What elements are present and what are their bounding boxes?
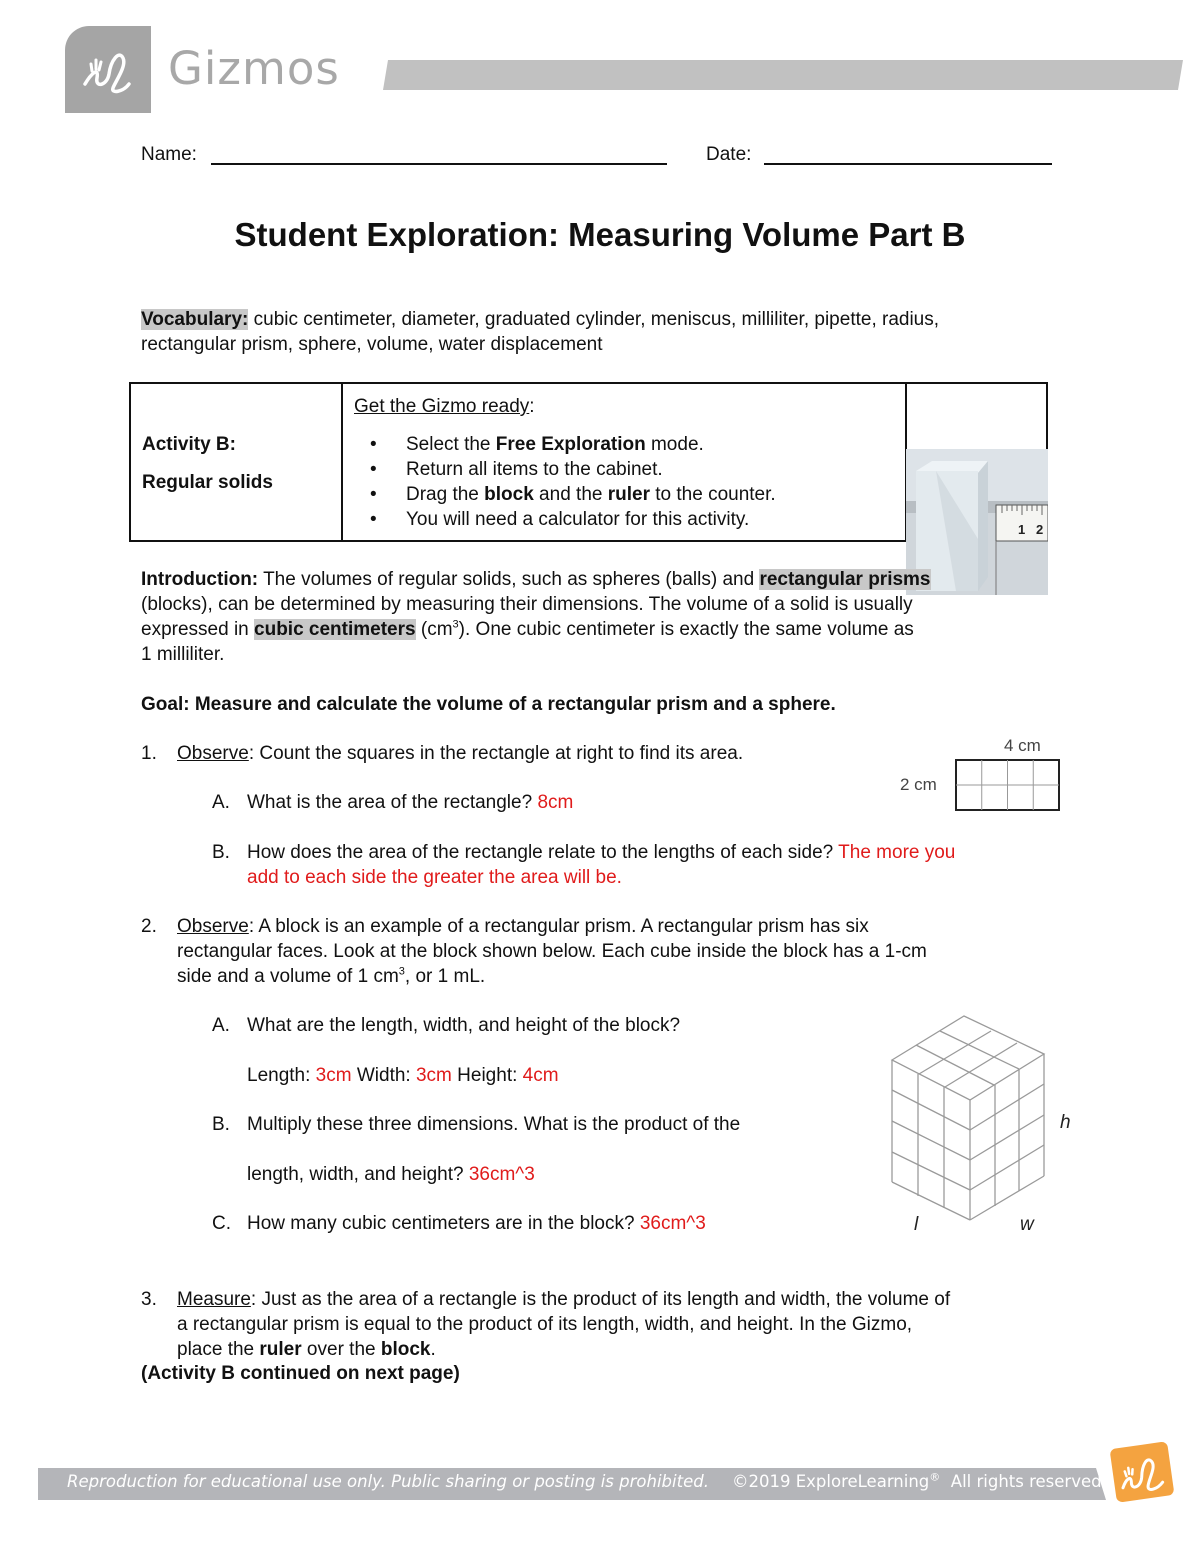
name-field[interactable] xyxy=(211,163,667,165)
cube-block-figure xyxy=(878,1010,1083,1235)
name-label: Name: xyxy=(141,144,197,165)
answer-2b[interactable]: 36cm^3 xyxy=(468,1164,535,1185)
answer-height[interactable]: 4cm xyxy=(522,1065,559,1086)
svg-text:4 cm: 4 cm xyxy=(1004,736,1041,755)
answer-width[interactable]: 3cm xyxy=(415,1065,452,1086)
vocabulary-terms: cubic centimeter, diameter, graduated cylinder, meniscus, milliliter, pipette, radius, xyxy=(253,309,940,330)
highlight-cubic-centimeters: cubic centimeters xyxy=(254,619,416,640)
date-field[interactable] xyxy=(764,163,1052,165)
answer-2c[interactable]: 36cm^3 xyxy=(639,1213,706,1234)
activity-subtitle: Regular solids xyxy=(142,472,273,493)
explorelearning-logo xyxy=(65,26,151,113)
rectangle-grid-figure xyxy=(900,733,1065,813)
footer-disclaimer: Reproduction for educational use only. Public sharing or posting is prohibited. xyxy=(67,1472,709,1491)
question-2b-cont: length, width, and height? 36cm^3 xyxy=(247,1164,535,1185)
question-1b: B. How does the area of the rectangle relate to the lengths of each side? The more you add to each side the greater the area will be. xyxy=(212,842,956,888)
answer-1a[interactable]: 8cm xyxy=(537,792,574,813)
date-label: Date: xyxy=(706,144,752,165)
footer-copyright: ©2019 ExploreLearning® All rights reserved xyxy=(732,1470,1102,1491)
answer-1b[interactable]: The more you xyxy=(838,842,956,863)
list-item: • Return all items to the cabinet. xyxy=(354,457,776,482)
question-1a: A. What is the area of the rectangle? 8cm xyxy=(212,792,574,813)
el-logo-icon xyxy=(77,44,139,96)
answer-length[interactable]: 3cm xyxy=(315,1065,352,1086)
svg-text:1: 1 xyxy=(1018,522,1026,537)
gizmo-ready-cell xyxy=(343,384,907,540)
question-1: 1. Observe: Count the squares in the rectangle at right to find its area. xyxy=(141,743,744,764)
activity-title-cell xyxy=(131,384,343,540)
answer-1b-cont[interactable]: add to each side the greater the area will be. xyxy=(247,867,622,888)
highlight-rectangular-prisms: rectangular prisms xyxy=(759,569,931,590)
header-decor-bar xyxy=(383,60,1183,90)
question-2: 2. Observe: A block is an example of a rectangular prism. A rectangular prism has six rectangular faces. Look at the block shown below. Each cube inside the block has a 1-cm side and a volume of 1 $cm^3$, or 1 mL. xyxy=(141,916,927,987)
vocabulary-label: Vocabulary: xyxy=(141,309,249,330)
svg-text:w: w xyxy=(1020,1214,1034,1235)
question-3: 3. Measure: Just as the area of a rectangle is the product of its length and width, the volume of a rectangular prism is equal to the product of its length, width, and height. In the Gizmo, place the ruler over the block. xyxy=(141,1289,951,1360)
gizmos-brand: Gizmos xyxy=(168,42,340,95)
question-2b: B. Multiply these three dimensions. What is the product of the xyxy=(212,1114,741,1135)
activity-title: Activity B: xyxy=(142,434,236,455)
goal: Goal: Measure and calculate the volume of a rectangular prism and a sphere. xyxy=(141,694,836,715)
list-item: • Select the Free Exploration mode. xyxy=(354,432,776,457)
svg-text:l: l xyxy=(914,1214,919,1235)
svg-text:2: 2 xyxy=(1036,522,1044,537)
vocabulary xyxy=(141,307,1071,357)
question-2a: A. What are the length, width, and height of the block? xyxy=(212,1015,681,1036)
explorelearning-footer-logo-icon xyxy=(1107,1441,1177,1503)
list-item: • You will need a calculator for this activity. xyxy=(354,507,776,532)
gizmo-ready-heading: Get the Gizmo ready: xyxy=(354,396,535,417)
continued-note: (Activity B continued on next page) xyxy=(141,1363,460,1384)
list-item: • Drag the block and the ruler to the counter. xyxy=(354,482,776,507)
question-2c: C. How many cubic centimeters are in the block? 36cm^3 xyxy=(212,1213,706,1234)
introduction: Introduction: The volumes of regular solids, such as spheres (balls) and rectangular prisms (blocks), can be determined by measuring their dimensions. The volume of a solid is usually expressed in cubic centimeters $(cm^3)$. One cubic centimeter is exactly the same volume as 1 milliliter. xyxy=(141,569,931,665)
page-title: Student Exploration: Measuring Volume Part B xyxy=(234,216,966,253)
vocabulary-terms-2: rectangular prism, sphere, volume, water displacement xyxy=(141,334,603,355)
question-2a-answers: Length: 3cm Width: 3cm Height: 4cm xyxy=(247,1065,559,1086)
gizmo-ready-list xyxy=(354,432,776,532)
svg-text:2 cm: 2 cm xyxy=(900,775,937,794)
svg-text:h: h xyxy=(1060,1112,1071,1133)
